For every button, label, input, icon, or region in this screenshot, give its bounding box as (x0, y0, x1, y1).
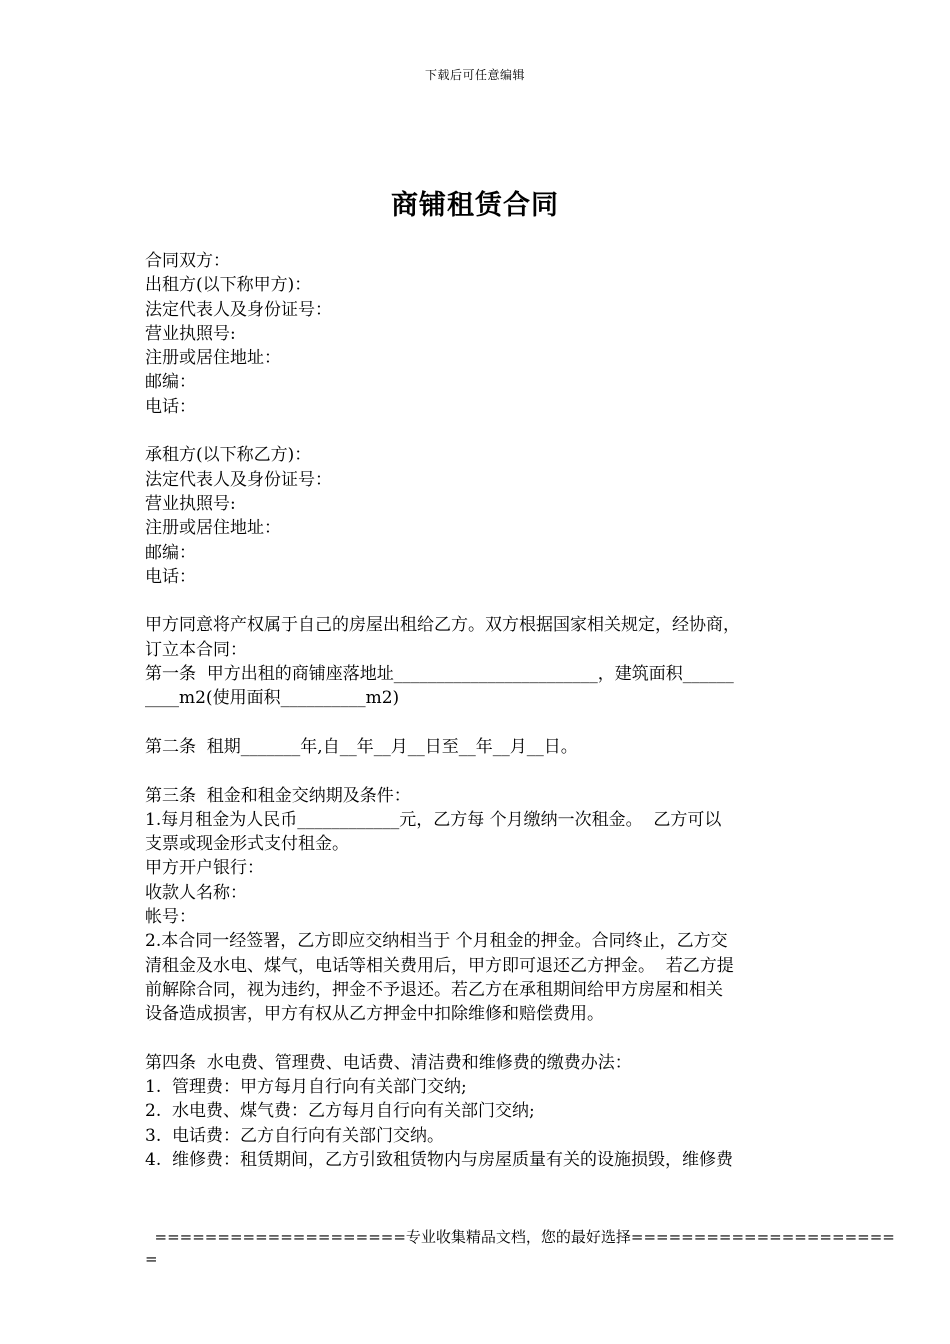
contract-line: 设备造成损害，甲方有权从乙方押金中扣除维修和赔偿费用。 (145, 1004, 604, 1025)
contract-line: 3. 电话费：乙方自行向有关部门交纳。 (145, 1125, 445, 1146)
contract-line: 注册或居住地址： (145, 518, 281, 539)
blank-line (145, 711, 810, 735)
contract-line: 2. 水电费、煤气费：乙方每月自行向有关部门交纳; (145, 1101, 535, 1122)
blank-line (145, 419, 810, 443)
contract-line: 法定代表人及身份证号： (145, 469, 332, 490)
contract-line: 前解除合同，视为违约，押金不予退还。若乙方在承租期间给甲方房屋和相关 (145, 979, 723, 1000)
contract-line: 甲方同意将产权属于自己的房屋出租给乙方。双方根据国家相关规定，经协商， (145, 615, 740, 636)
contract-line: 第二条 租期_______年,自__年__月__日至__年__月__日。 (145, 736, 578, 757)
contract-line: 1.每月租金为人民币____________元，乙方每 个月缴纳一次租金。 乙方可以 (145, 809, 722, 830)
contract-line: 收款人名称： (145, 882, 247, 903)
contract-line: 承租方(以下称乙方)： (145, 445, 312, 466)
footer-banner (145, 1226, 895, 1270)
contract-line: 甲方开户银行： (145, 858, 264, 879)
contract-line: ____m2(使用面积__________m2) (145, 688, 400, 709)
contract-line: 电话： (145, 566, 196, 587)
contract-line: 第三条 租金和租金交纳期及条件： (145, 785, 411, 806)
contract-line: 1. 管理费：甲方每月自行向有关部门交纳; (145, 1077, 467, 1098)
blank-line (145, 759, 810, 783)
contract-line: 合同双方： (145, 251, 230, 271)
blank-line (145, 589, 810, 613)
contract-line: 2.本合同一经签署，乙方即应交纳相当于 个月租金的押金。合同终止，乙方交 (145, 931, 728, 952)
contract-body (145, 249, 810, 1172)
contract-line: 帐号： (145, 907, 196, 928)
contract-line: 支票或现金形式支付租金。 (145, 834, 349, 855)
document-title: 商铺租赁合同 (391, 190, 559, 221)
contract-line: 4. 维修费：租赁期间，乙方引致租赁物内与房屋质量有关的设施损毁，维修费 (145, 1149, 734, 1170)
contract-line: 营业执照号: (145, 323, 236, 344)
contract-line: 邮编： (145, 372, 196, 393)
contract-line: 出租方(以下称甲方)： (145, 275, 312, 296)
footer-line-2: = (145, 1250, 158, 1268)
header-note: 下载后可任意编辑 (424, 68, 525, 82)
contract-line: 第一条 甲方出租的商铺座落地址________________________，建筑面积______ (145, 664, 734, 685)
contract-line: 邮编： (145, 542, 196, 563)
contract-line: 订立本合同： (145, 639, 247, 660)
blank-line (145, 1027, 810, 1051)
contract-line: 法定代表人及身份证号： (145, 299, 332, 320)
contract-line: 营业执照号: (145, 493, 236, 514)
contract-line: 注册或居住地址： (145, 348, 281, 369)
contract-line: 第四条 水电费、管理费、电话费、清洁费和维修费的缴费办法： (145, 1052, 632, 1073)
footer-line-1: ====================专业收集精品文档，您的最好选择===================== (145, 1228, 895, 1246)
contract-line: 电话： (145, 396, 196, 417)
contract-line: 清租金及水电、煤气，电话等相关费用后，甲方即可退还乙方押金。 若乙方提 (145, 955, 734, 976)
